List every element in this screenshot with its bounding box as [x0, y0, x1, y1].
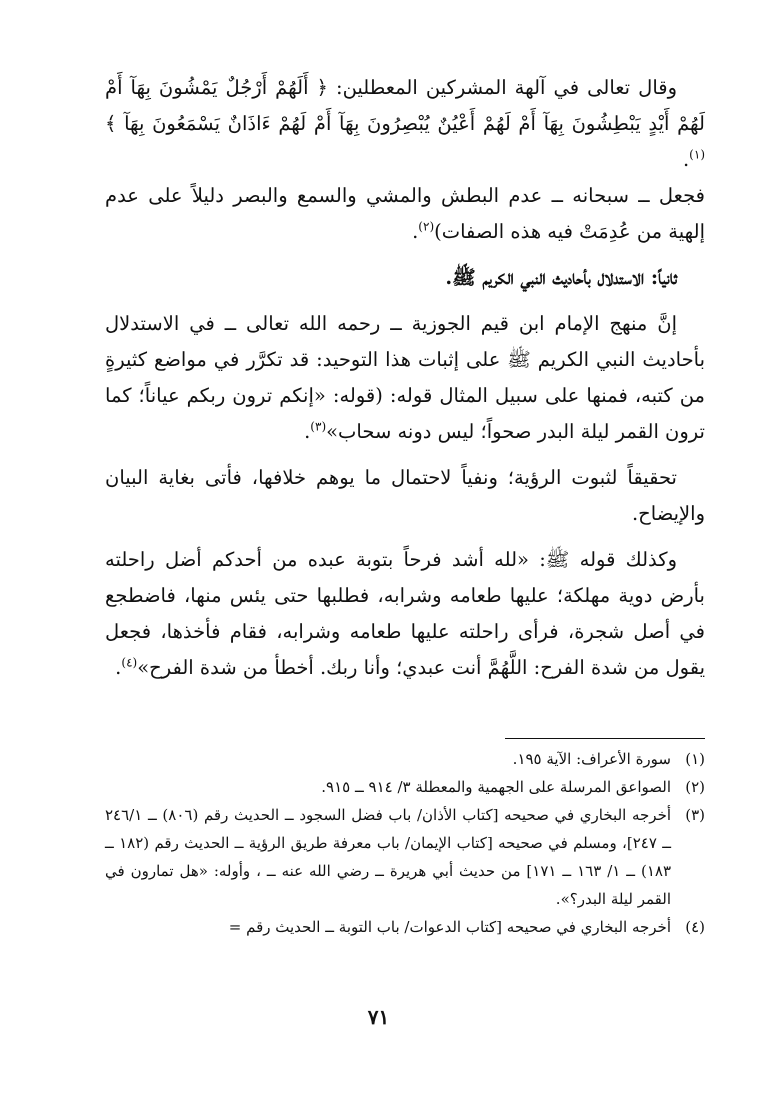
punctuation: . — [682, 148, 690, 171]
paragraph-text: وكذلك قوله ﷺ: «لله أشد فرحاً بتوبة عبده من أحدكم أضل راحلته بأرض دوية مهلكة؛ عليها طعامه وشرابه، فطلبها حتى يئس منها، فاضطجع في أصل شجرة، فرأى راحلته عليها طعامه وشرابه، فقام فأخذها، فجعل يقول من شدة الفرح: اللَّهُمَّ أنت عبدي؛ وأنا ربك. أخطأ من شدة الفرح» — [105, 548, 705, 679]
punctuation: . — [115, 656, 122, 679]
footnotes — [105, 738, 705, 941]
footnote-number: (٣) — [685, 806, 706, 824]
footnote-separator — [505, 738, 705, 739]
paragraph-text: إنَّ منهج الإمام ابن قيم الجوزية ــ رحمه الله تعالى ــ في الاستدلال بأحاديث النبي الكريم ﷺ على إثبات هذا التوحيد: قد تكرَّر في مواضع كثيرةٍ من كتبه، فمنها على سبيل المثال قوله: (قوله: «إنكم ترون ربكم عياناً؛ كما ترون القمر ليلة البدر صحواً؛ ليس دونه سحاب» — [105, 312, 705, 443]
paragraph-method — [105, 306, 705, 450]
footnote-number: (١) — [685, 750, 705, 768]
footnote-item — [105, 745, 705, 773]
paragraph-text: وقال تعالى في آلهة المشركين المعطلين: ﴿ أَلَهُمْ أَرْجُلٌ يَمْشُونَ بِهَآ أَمْ لَهُمْ أَيْدٍ يَبْطِشُونَ بِهَآ أَمْ لَهُمْ أَعْيُنٌ يُبْصِرُونَ بِهَآ أَمْ لَهُمْ ءَاذَانٌ يَسْمَعُونَ بِهَآ ﴾ — [105, 76, 705, 135]
body-text — [105, 70, 705, 686]
footnote-number: (٢) — [685, 778, 705, 796]
paragraph-hadith — [105, 542, 705, 686]
main-text — [105, 70, 705, 686]
paragraph-conclusion — [105, 178, 705, 250]
footnote-ref: (٣) — [310, 419, 327, 434]
punctuation: . — [304, 420, 311, 443]
footnote-text: الصواعق المرسلة على الجهمية والمعطلة ٣/ ٩١٤ ــ ٩١٥. — [321, 778, 671, 796]
footnote-item — [105, 913, 705, 941]
paragraph-vision: تحقيقاً لثبوت الرؤية؛ ونفياً لاحتمال ما يوهم خلافها، فأتى بغاية البيان والإيضاح. — [105, 466, 705, 525]
footnote-item — [105, 773, 705, 801]
footnote-ref: (١) — [689, 147, 705, 162]
section-heading: ثانياً: الاستدلال بأحاديث النبي الكريم ﷺ. — [445, 266, 677, 289]
footnote-ref: (٢) — [418, 219, 435, 234]
footnote-text: أخرجه البخاري في صحيحه [كتاب الأذان/ باب فضل السجود ــ الحديث رقم (٨٠٦) ــ ٢٤٦/١ ــ ٢٤٧]، ومسلم في صحيحه [كتاب الإيمان/ باب معرفة طريق الرؤية ــ الحديث رقم (١٨٢ ــ ١٨٣) ــ ١/ ١٦٣ ــ ١٧١] من حديث أبي هريرة ــ رضي الله عنه ــ ، وأوله: «هل تمارون في القمر ليلة البدر؟». — [105, 806, 672, 908]
punctuation: . — [412, 220, 419, 243]
footnote-number: (٤) — [685, 918, 705, 936]
footnote-text: أخرجه البخاري في صحيحه [كتاب الدعوات/ باب التوبة ــ الحديث رقم = — [228, 918, 671, 936]
footnote-ref: (٤) — [121, 655, 138, 670]
paragraph-text: فجعل ــ سبحانه ــ عدم البطش والمشي والسمع والبصر دليلاً على عدم إلهية من عُدِمَتْ فيه هذه الصفات) — [105, 184, 705, 243]
footnote-text: سورة الأعراف: الآية ١٩٥. — [512, 750, 671, 768]
paragraph-quran-verse — [105, 70, 705, 178]
footnote-item — [105, 801, 705, 913]
page-number: ٧١ — [367, 1005, 390, 1029]
